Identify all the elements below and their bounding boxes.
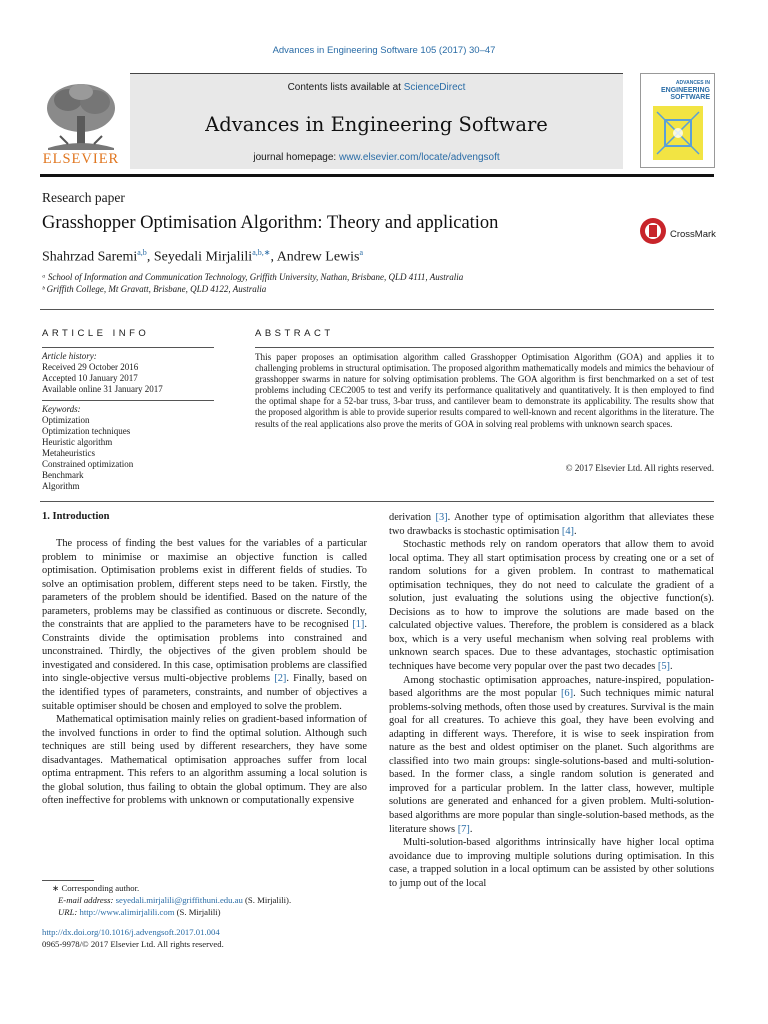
crossmark-label[interactable]: CrossMark	[670, 229, 716, 240]
citation-link[interactable]: [1]	[352, 619, 365, 631]
journal-name: Advances in Engineering Software	[205, 113, 548, 136]
homepage-prefix: journal homepage:	[253, 152, 339, 163]
keyword: Algorithm	[42, 481, 80, 491]
contents-line	[130, 82, 623, 93]
body-text: Among stochastic optimisation approaches, nature-inspired, population-based algorithms are the most popular	[389, 674, 714, 700]
body-text: .	[670, 661, 673, 673]
corresponding-label: Corresponding author.	[61, 883, 140, 893]
cover-title-line3: SOFTWARE	[670, 94, 710, 101]
body-text: . Constraints divide the optimisation problems into constrained and unconstrained. Thirdly, the objectives of the given problem should be investigated and considered. In this case, optimisation problems are classified into single-objective versus multi-objective problems	[42, 619, 367, 685]
history-item: Available online 31 January 2017	[42, 384, 163, 394]
divider	[40, 309, 714, 310]
cover-title-line1: ADVANCES IN	[675, 80, 710, 86]
history-label: Article history:	[42, 351, 97, 361]
sciencedirect-link[interactable]: ScienceDirect	[403, 82, 466, 93]
body-text: derivation	[389, 512, 436, 523]
divider	[42, 400, 214, 401]
body-text: . Finally, based on the identified types of parameters, constraints, and number of objectives a suitable optimiser should be chosen and employed to solve the problem.	[42, 673, 367, 712]
keyword: Metaheuristics	[42, 448, 95, 458]
body-text: The process of finding the best values for the variables of a particular problem to minimise or maximise an objective function is called optimisation. Optimisation problems exist in different fields of studies. To solve an optimisation problem, different steps need to be taken. Firstly, the parameters of the problem should be identified. Based on the nature of the parameters, problems may be classified as continuous or discrete. Secondly, the constraints that are applied to the parameters have to be recognised	[42, 538, 367, 631]
body-paragraph	[389, 836, 714, 890]
author-list: Shahrzad Saremi$^{a,b}$, Seyedali Mirjalili$^{a,b,∗}$, Andrew Lewis$^a$	[42, 248, 364, 265]
url-link[interactable]: http://www.alimirjalili.com	[79, 907, 175, 917]
doi-link[interactable]: http://dx.doi.org/10.1016/j.advengsoft.2017.01.004	[42, 927, 220, 937]
affiliation-b: ᵇ Griffith College, Mt Gravatt, Brisbane, QLD 4122, Australia	[42, 284, 267, 294]
author-name: Shahrzad Saremi	[42, 249, 138, 265]
abstract-heading: ABSTRACT	[255, 328, 334, 339]
body-paragraph	[389, 511, 714, 538]
body-column-left	[42, 537, 367, 808]
body-paragraph	[42, 713, 367, 808]
contents-prefix: Contents lists available at	[287, 82, 404, 93]
citation-link[interactable]: [6]	[560, 688, 574, 700]
url-label: URL:	[58, 907, 78, 917]
keyword: Optimization techniques	[42, 426, 131, 436]
keyword: Benchmark	[42, 470, 84, 480]
doi-block	[42, 926, 367, 950]
body-text: .	[469, 823, 473, 835]
author-name: Seyedali Mirjalili	[153, 249, 253, 265]
body-text: . Another type of optimisation algorithm that alleviates these two drawbacks is stochastic optimisation	[389, 512, 714, 537]
article-info-heading: ARTICLE INFO	[42, 328, 150, 339]
cover-title-line2: ENGINEERING	[660, 87, 710, 94]
footnotes	[42, 882, 367, 918]
cover-title	[646, 80, 710, 101]
body-text: Mathematical optimisation mainly relies on gradient-based information of the involved functions in order to find the optimal solution. Although such techniques are still being used by different researchers, they have some disadvantages. Mathematical optimisation approaches suffer from local optima entrapment. This refers to an algorithm assuming a local solution is the global solution, thus failing to obtain the global optimum. They are also often ineffective for problems with unknown or computationally expensive	[42, 714, 367, 807]
abstract-copyright: © 2017 Elsevier Ltd. All rights reserved.	[565, 463, 714, 473]
body-text: Stochastic methods rely on random operators that allow them to avoid local optima. They all start optimisation process by creating one or a set of random solutions for a given problem. In contrast to mathematical optimisation techniques, they do not need to calculate the gradient of a solution, just evaluating the solutions using the objective function(s). Decisions as to how to improve the solutions are made based on the calculated objective values. Therefore, the problem is considered as a black box, which is a very useful mechanism when solving real problems with unknown search spaces. Due to these advantages, stochastic optimisation techniques have become very popular over the past two decades	[389, 539, 714, 673]
body-paragraph	[389, 538, 714, 673]
citation-link[interactable]: [3]	[435, 512, 448, 523]
body-column-right	[389, 511, 714, 890]
body-text: . Such techniques mimic natural problems-solving methods, often those used by creatures. Survival is the main goal for all creatures. To achieve this goal, they have been evolving and adapting in different ways. Therefore, it is wise to seek inspiration from nature as the best and oldest optimiser on the planet. Such algorithms are classified into two main groups: single-solutions-based and multi-solution-based. In the former class, a single random solution is generated and improved for a particular problem. In the latter class, however, multiple solutions are generated and enhanced for a given problem. Multi-solution-based algorithms are more popular than single-solution-based methods, as the literature shows	[389, 688, 714, 835]
affiliation-a: ᵃ School of Information and Communication Technology, Griffith University, Nathan, Brisbane, QLD 4111, Australia	[42, 272, 464, 282]
citation-link[interactable]: [5]	[657, 661, 671, 673]
history-item: Received 29 October 2016	[42, 362, 139, 372]
issn-line: 0965-9978/© 2017 Elsevier Ltd. All rights reserved.	[42, 939, 224, 949]
email-link[interactable]: seyedali.mirjalili@griffithuni.edu.au	[115, 895, 243, 905]
citation-link[interactable]: [2]	[274, 673, 287, 685]
url-note	[42, 906, 367, 918]
citation-link[interactable]: [7]	[457, 823, 470, 835]
body-paragraph	[389, 674, 714, 837]
crossmark-icon[interactable]	[640, 218, 666, 244]
keywords	[42, 404, 214, 492]
elsevier-wordmark: ELSEVIER	[42, 151, 120, 167]
corresponding-author-note	[42, 882, 367, 894]
author-affil-sup[interactable]: a	[359, 248, 364, 257]
body-paragraph	[42, 537, 367, 713]
divider	[255, 347, 714, 348]
keyword: Optimization	[42, 415, 90, 425]
keyword: Constrained optimization	[42, 459, 134, 469]
email-who: (S. Mirjalili).	[245, 895, 292, 905]
author-affil-sup[interactable]: a,b	[137, 248, 147, 257]
keywords-label: Keywords:	[42, 404, 81, 414]
homepage-line	[130, 152, 623, 163]
homepage-link[interactable]: www.elsevier.com/locate/advengsoft	[338, 152, 500, 163]
email-note	[42, 894, 367, 906]
section-heading: 1. Introduction	[42, 511, 110, 522]
abstract-text: This paper proposes an optimisation algorithm called Grasshopper Optimisation Algorithm (GOA) and applies it to challenging problems in structural optimisation. The proposed algorithm mathematically models and mimics the behaviour of grasshopper swarms in nature for solving optimisation problems. The GOA algorithm is first benchmarked on a set of test problems including CEC2005 to test and verify its performance qualitatively and quantitatively. It is then employed to find the optimal shape for a 52-bar truss, 3-bar truss, and cantilever beam to demonstrate its applicability. The results show that the proposed algorithm is able to provide superior results compared to well-known and recent algorithms in the literature. The results of the real applications also prove the merits of GOA in solving real problems with unknown search spaces.	[255, 352, 714, 429]
paper-type: Research paper	[42, 190, 125, 205]
citation-link[interactable]: [4]	[561, 525, 574, 537]
email-label: E-mail address:	[58, 895, 114, 905]
footnote-rule	[42, 880, 94, 881]
header-rule	[40, 174, 714, 177]
divider	[40, 501, 714, 502]
history-item: Accepted 10 January 2017	[42, 373, 138, 383]
paper-title: Grasshopper Optimisation Algorithm: Theory and application	[42, 213, 499, 233]
keyword: Heuristic algorithm	[42, 437, 113, 447]
cover-artwork	[653, 106, 703, 160]
divider	[42, 347, 214, 348]
journal-reference[interactable]: Advances in Engineering Software 105 (2017) 30–47	[272, 45, 496, 56]
url-who: (S. Mirjalili)	[176, 907, 221, 917]
author-name: Andrew Lewis	[276, 249, 360, 265]
body-text: .	[574, 525, 577, 537]
body-text: Multi-solution-based algorithms intrinsically have higher local optima avoidance due to improving multiple solutions during optimisation. In this case, a trapped solution in a local optimum can be assisted by other solutions to jump out of the local	[389, 837, 714, 889]
asterisk: ∗	[52, 883, 62, 893]
article-history	[42, 351, 214, 395]
author-affil-sup[interactable]: a,b,∗	[252, 248, 271, 257]
